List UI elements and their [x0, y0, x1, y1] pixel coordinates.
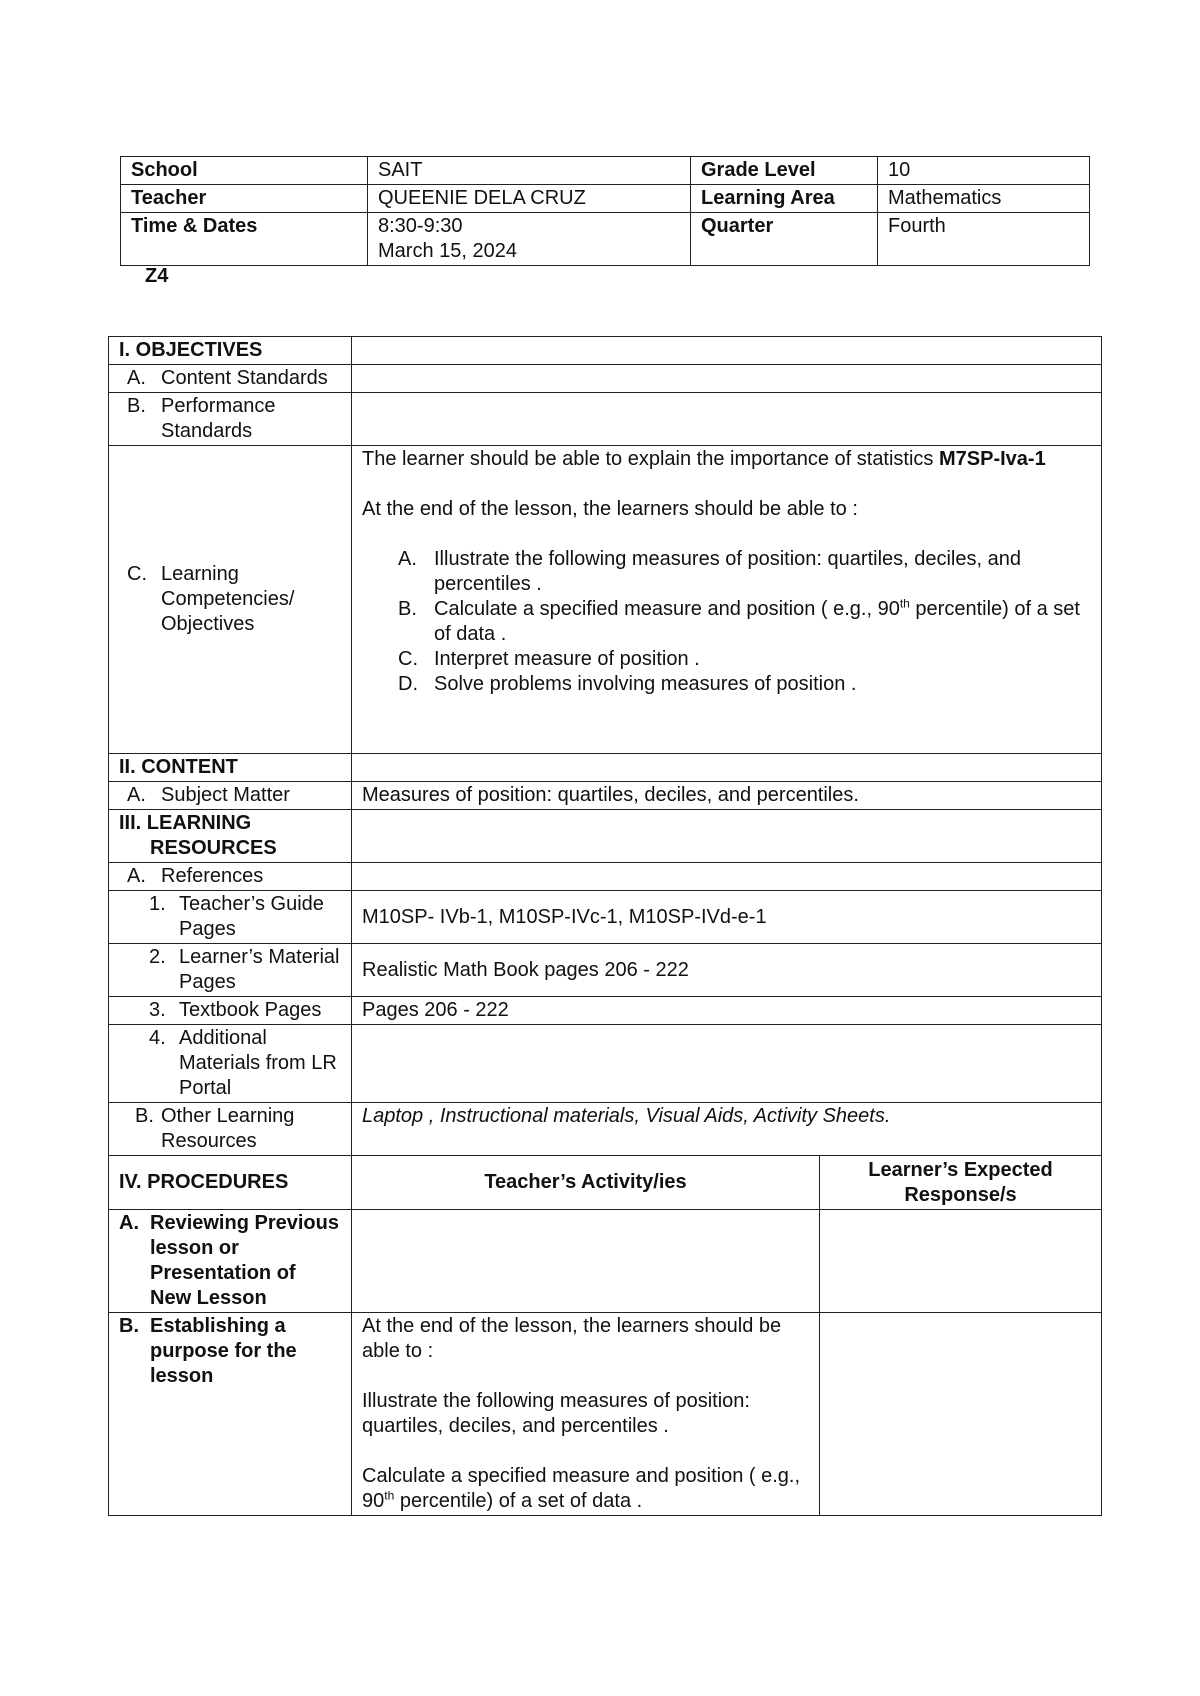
- establishing-purpose-key: B.: [119, 1315, 139, 1337]
- learner-response-header: Learner’s Expected Response/s: [820, 1156, 1102, 1210]
- reviewing-teacher-cell: [352, 1210, 820, 1313]
- time-dates-value: [368, 213, 691, 266]
- learning-competencies-cell: [109, 446, 352, 754]
- reviewing-learner-cell: [820, 1210, 1102, 1313]
- grade-level-label: Grade Level: [691, 157, 878, 185]
- content-standards-label: Content Standards: [161, 367, 328, 389]
- header-row-time: [121, 213, 1090, 266]
- teacher-label: Teacher: [121, 185, 368, 213]
- reference-label-cell: [109, 891, 352, 944]
- references-label: References: [161, 865, 264, 887]
- purpose-point-2: [362, 1464, 809, 1514]
- competency-statement: [362, 447, 1091, 472]
- establishing-purpose-label: Establishing a purpose for the lesson: [150, 1315, 297, 1387]
- references-row: [109, 863, 1102, 891]
- reviewing-label: Reviewing Previous lesson or Presentation of New Lesson: [150, 1212, 339, 1309]
- date-value: March 15, 2024: [378, 240, 517, 262]
- list-item: [398, 597, 1091, 647]
- content-standards-cell: [109, 365, 352, 393]
- list-item: [398, 647, 1091, 672]
- reference-row-additional: [109, 1025, 1102, 1103]
- reference-row-learners-material: [109, 944, 1102, 997]
- reviewing-key: A.: [119, 1212, 139, 1234]
- establishing-purpose-learner-cell: [820, 1313, 1102, 1516]
- purpose-point-2-pre: Calculate a specified measure and position ( e.g., 90: [362, 1465, 801, 1512]
- header-row-teacher: [121, 185, 1090, 213]
- content-standards-key: A.: [127, 367, 146, 389]
- list-item-key: D.: [398, 673, 418, 695]
- school-value: SAIT: [368, 157, 691, 185]
- performance-standards-cell: [109, 393, 352, 446]
- learning-competencies-label: Learning Competencies/ Objectives: [161, 563, 295, 635]
- reference-value: [352, 1025, 1102, 1103]
- list-item-superscript: th: [899, 596, 910, 611]
- learning-competencies-key: C.: [127, 563, 147, 585]
- learning-competencies-value: [352, 446, 1102, 754]
- performance-standards-value: [352, 393, 1102, 446]
- list-item-text: [434, 597, 1091, 647]
- reference-key: 3.: [149, 999, 166, 1021]
- time-dates-label: Time & Dates: [121, 213, 368, 266]
- reference-label: Teacher’s Guide Pages: [179, 893, 324, 940]
- performance-standards-key: B.: [127, 395, 146, 417]
- performance-standards-row: [109, 393, 1102, 446]
- quarter-label: Quarter: [691, 213, 878, 266]
- establishing-purpose-row: [109, 1313, 1102, 1516]
- reference-label: Textbook Pages: [179, 999, 322, 1021]
- purpose-point-2-superscript: th: [384, 1488, 395, 1503]
- competency-intro: The learner should be able to explain the importance of statistics: [362, 448, 939, 470]
- list-item: [398, 672, 1091, 697]
- learning-competencies-row: [109, 446, 1102, 754]
- content-standards-value: [352, 365, 1102, 393]
- reference-value: Realistic Math Book pages 206 - 222: [352, 944, 1102, 997]
- other-resources-cell: [109, 1103, 352, 1156]
- procedures-header-row: [109, 1156, 1102, 1210]
- reviewing-row: [109, 1210, 1102, 1313]
- reference-row-teachers-guide: [109, 891, 1102, 944]
- list-item-key: C.: [398, 648, 418, 670]
- establishing-purpose-teacher-cell: [352, 1313, 820, 1516]
- resources-header-row: [109, 810, 1102, 863]
- section-code: Z4: [145, 265, 169, 287]
- references-key: A.: [127, 865, 146, 887]
- teacher-activity-header: Teacher’s Activity/ies: [352, 1156, 820, 1210]
- list-item-text: Solve problems involving measures of position .: [434, 673, 857, 695]
- content-standards-row: [109, 365, 1102, 393]
- list-item-key: A.: [398, 548, 417, 570]
- list-item-text: Interpret measure of position .: [434, 648, 700, 670]
- establishing-purpose-cell: [109, 1313, 352, 1516]
- time-value: 8:30-9:30: [378, 215, 463, 237]
- list-item-text-post: percentile) of a set of data .: [434, 598, 1080, 645]
- objectives-lead: At the end of the lesson, the learners should be able to :: [362, 498, 858, 520]
- other-resources-key: B.: [135, 1105, 154, 1127]
- school-label: School: [121, 157, 368, 185]
- reference-key: 2.: [149, 946, 166, 968]
- references-cell: [109, 863, 352, 891]
- subject-matter-label: Subject Matter: [161, 784, 290, 806]
- reference-value: M10SP- IVb-1, M10SP-IVc-1, M10SP-IVd-e-1: [352, 891, 1102, 944]
- resources-title-text: III. LEARNING RESOURCES: [119, 812, 277, 859]
- procedures-title: IV. PROCEDURES: [109, 1156, 352, 1210]
- objectives-title: I. OBJECTIVES: [109, 337, 352, 365]
- list-item-key: B.: [398, 598, 417, 620]
- purpose-lead: At the end of the lesson, the learners should be able to :: [362, 1315, 782, 1362]
- reference-label-cell: [109, 997, 352, 1025]
- subject-matter-key: A.: [127, 784, 146, 806]
- reference-label: Additional Materials from LR Portal: [179, 1027, 337, 1099]
- learning-area-value: Mathematics: [878, 185, 1090, 213]
- other-resources-row: [109, 1103, 1102, 1156]
- header-table: [120, 156, 1090, 266]
- other-resources-value: Laptop , Instructional materials, Visual Aids, Activity Sheets.: [352, 1103, 1102, 1156]
- list-item-text-pre: Calculate a specified measure and position ( e.g., 90: [434, 598, 900, 620]
- quarter-value: Fourth: [878, 213, 1090, 266]
- subject-matter-value: Measures of position: quartiles, deciles, and percentiles.: [352, 782, 1102, 810]
- teacher-value: QUEENIE DELA CRUZ: [368, 185, 691, 213]
- objectives-header-empty: [352, 337, 1102, 365]
- lesson-plan-table: [108, 336, 1102, 1516]
- other-resources-label: Other Learning Resources: [161, 1105, 295, 1152]
- reference-row-textbook: [109, 997, 1102, 1025]
- performance-standards-label: Performance Standards: [161, 395, 276, 442]
- list-item: [398, 547, 1091, 597]
- reference-value: Pages 206 - 222: [352, 997, 1102, 1025]
- objectives-list: [362, 547, 1091, 697]
- learning-area-label: Learning Area: [691, 185, 878, 213]
- subject-matter-cell: [109, 782, 352, 810]
- content-header-empty: [352, 754, 1102, 782]
- resources-header-empty: [352, 810, 1102, 863]
- reference-label-cell: [109, 1025, 352, 1103]
- content-title: II. CONTENT: [109, 754, 352, 782]
- reviewing-cell: [109, 1210, 352, 1313]
- list-item-text: Illustrate the following measures of position: quartiles, deciles, and percentiles .: [434, 548, 1021, 595]
- reference-label-cell: [109, 944, 352, 997]
- references-value: [352, 863, 1102, 891]
- purpose-point-2-post: percentile) of a set of data .: [394, 1490, 643, 1512]
- reference-key: 4.: [149, 1027, 166, 1049]
- content-header-row: [109, 754, 1102, 782]
- resources-title: [109, 810, 352, 863]
- subject-matter-row: [109, 782, 1102, 810]
- reference-label: Learner’s Material Pages: [179, 946, 340, 993]
- competency-code: M7SP-Iva-1: [939, 448, 1046, 470]
- objectives-header-row: [109, 337, 1102, 365]
- header-row-school: [121, 157, 1090, 185]
- reference-key: 1.: [149, 893, 166, 915]
- grade-level-value: 10: [878, 157, 1090, 185]
- purpose-point-1: Illustrate the following measures of position: quartiles, deciles, and percentiles .: [362, 1390, 750, 1437]
